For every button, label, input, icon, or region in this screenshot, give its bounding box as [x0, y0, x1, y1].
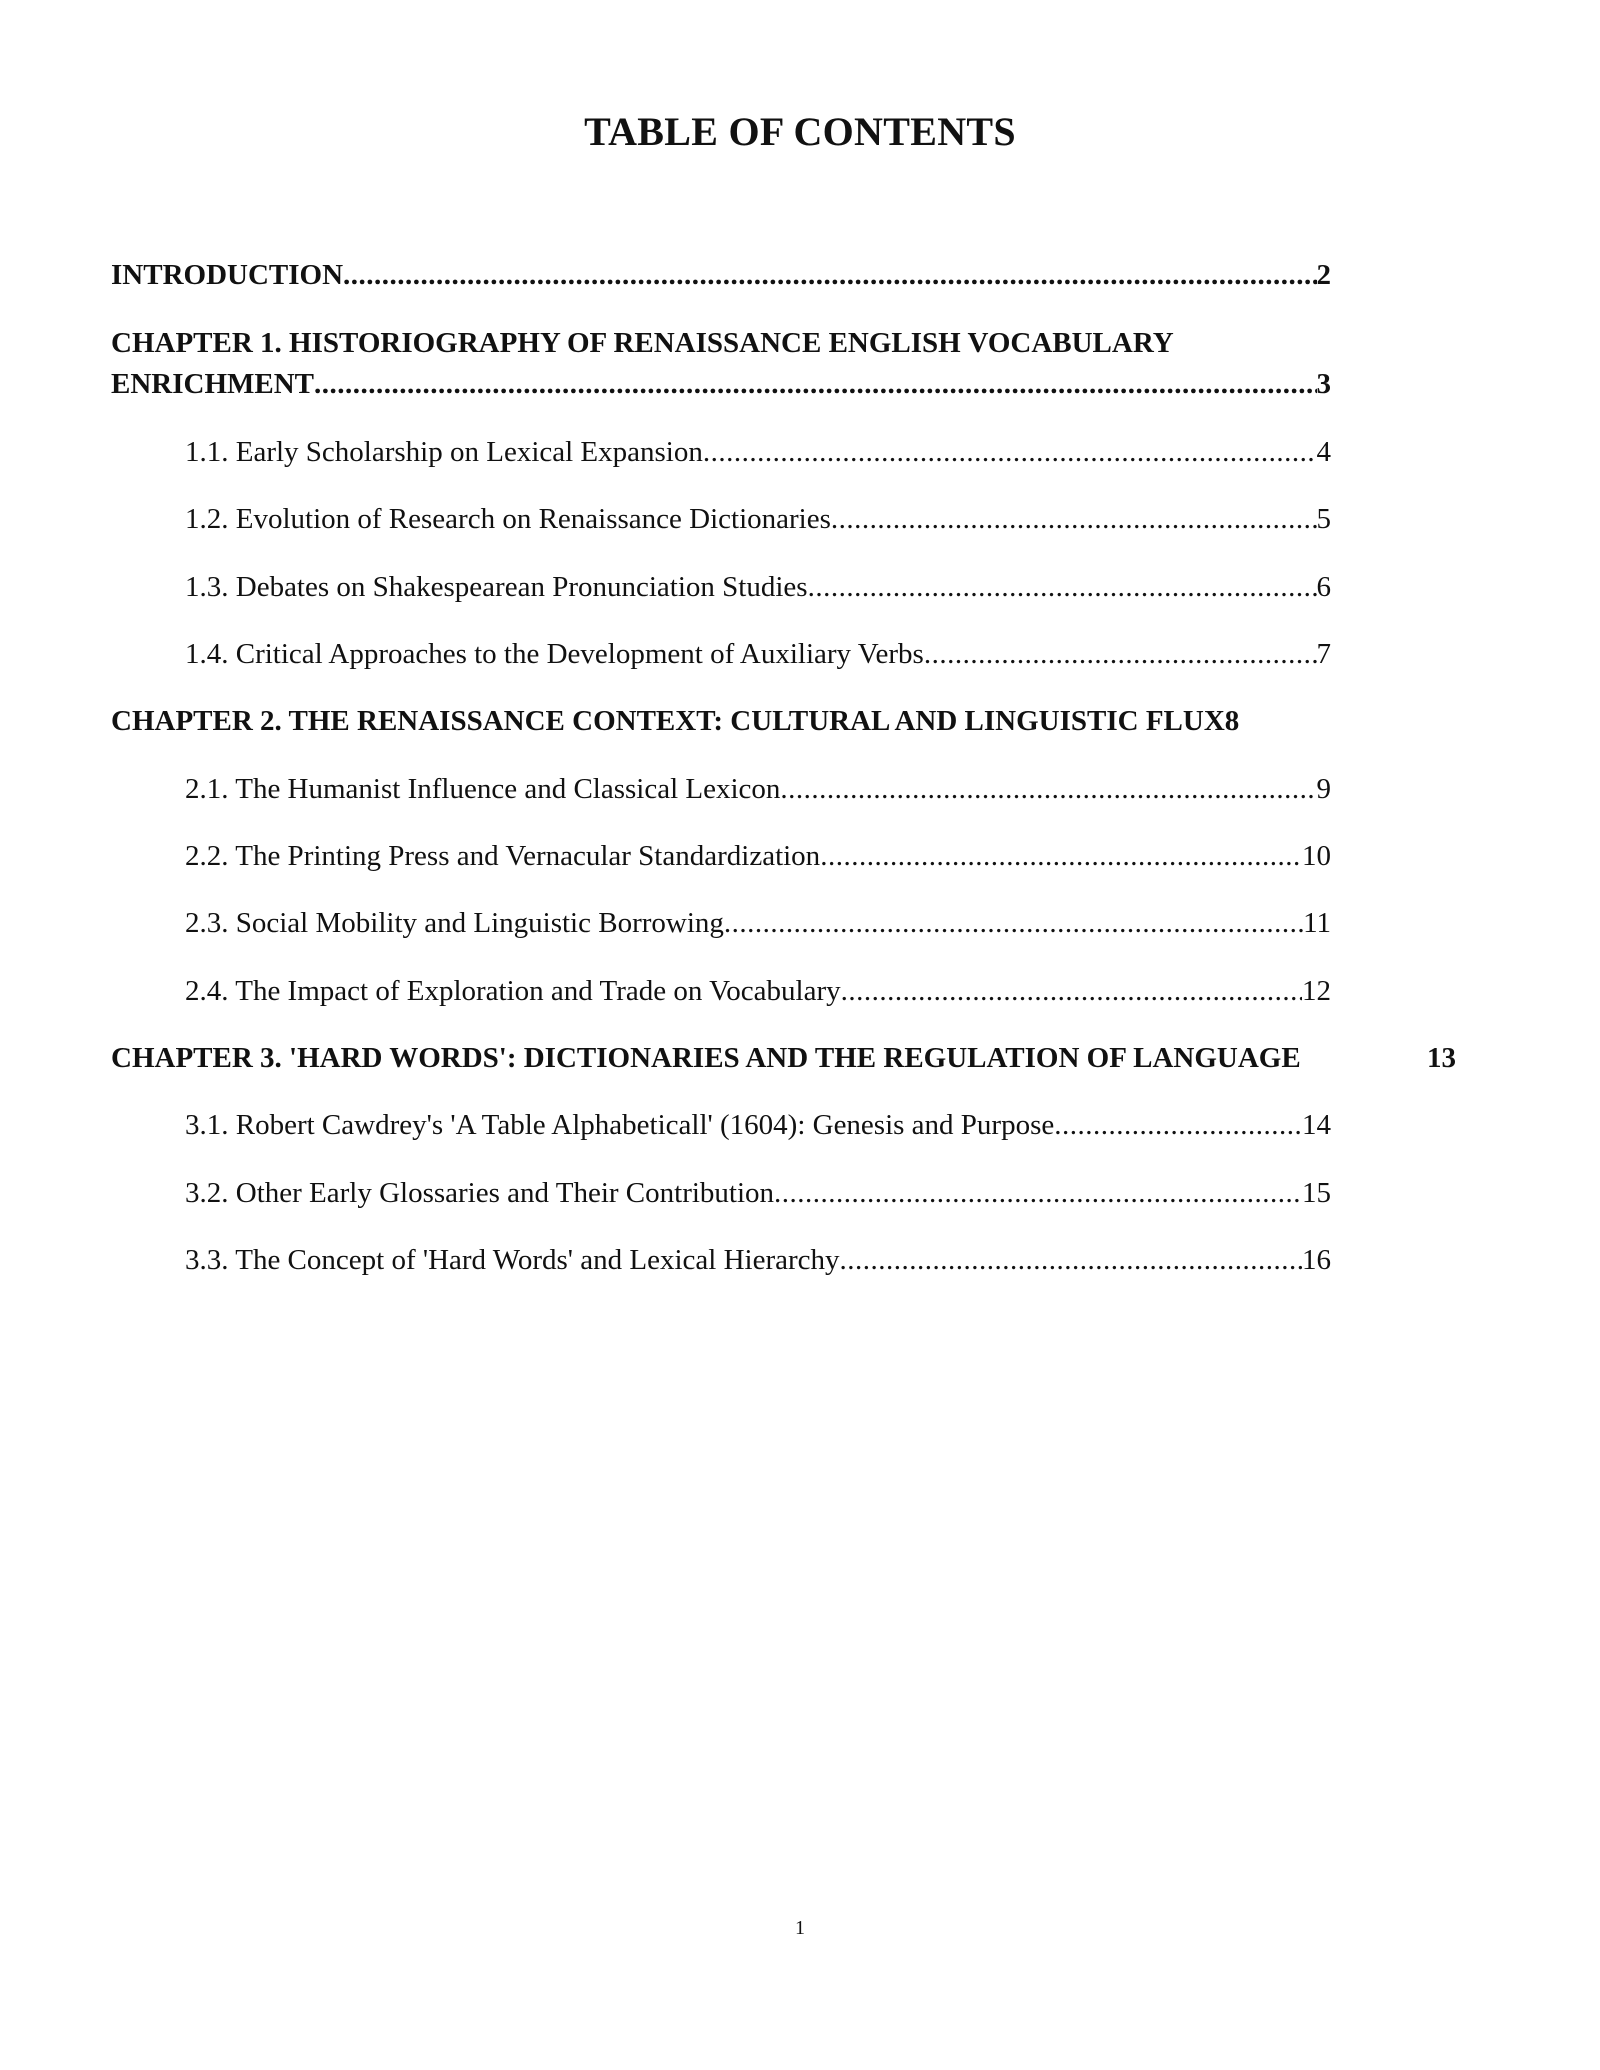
toc-entry-1-3[interactable] [185, 570, 1331, 604]
toc-entry-3-1[interactable] [185, 1108, 1331, 1142]
toc-entry-1-2[interactable] [185, 502, 1331, 536]
toc-entry-page: 14 [1302, 1109, 1331, 1141]
toc-entry-label: 1.1. Early Scholarship on Lexical Expansion [185, 436, 703, 468]
toc-entry-label: 1.4. Critical Approaches to the Development of Auxiliary Verbs [185, 638, 924, 670]
toc-entry-page: 11 [1303, 907, 1331, 939]
toc-entry-label: 1.3. Debates on Shakespearean Pronunciation Studies [185, 571, 808, 603]
toc-entry-page: 12 [1302, 975, 1331, 1007]
toc-entry-page: 16 [1302, 1244, 1331, 1276]
toc-entry-2-3[interactable] [185, 906, 1331, 940]
toc-entry-3-2[interactable] [185, 1176, 1331, 1210]
page-title: TABLE OF CONTENTS [584, 109, 1016, 154]
toc-entry-chapter-2[interactable] [111, 704, 1371, 738]
toc-entry-page: 2 [1316, 259, 1331, 291]
toc-entry-label: 2.2. The Printing Press and Vernacular Standardization [185, 840, 821, 872]
toc-entry-label: INTRODUCTION [111, 259, 344, 291]
toc-entry-page: 3 [1316, 368, 1331, 400]
toc-entry-introduction[interactable] [111, 258, 1331, 292]
page-number: 1 [795, 1917, 805, 1939]
toc-entry-label: CHAPTER 2. THE RENAISSANCE CONTEXT: CULTURAL AND LINGUISTIC FLUX [111, 705, 1225, 737]
toc-entry-page: 7 [1316, 638, 1331, 670]
toc-entry-page: 15 [1302, 1177, 1331, 1209]
toc-entry-3-3[interactable] [185, 1243, 1331, 1277]
toc-entry-page: 6 [1316, 571, 1331, 603]
dot-leader [314, 367, 1316, 401]
toc-entry-label: 1.2. Evolution of Research on Renaissance Dictionaries [185, 503, 831, 535]
toc-entry-label: 2.3. Social Mobility and Linguistic Borrowing [185, 907, 724, 939]
toc-entry-page: 9 [1316, 773, 1331, 805]
dot-leader [831, 502, 1317, 536]
toc-entry-1-4[interactable] [185, 637, 1331, 671]
dot-leader [774, 1176, 1302, 1210]
toc-entry-label: 3.1. Robert Cawdrey's 'A Table Alphabeticall' (1604): Genesis and Purpose [185, 1109, 1055, 1141]
toc-entry-label-line1: CHAPTER 1. HISTORIOGRAPHY OF RENAISSANCE ENGLISH VOCABULARY [111, 327, 1174, 359]
toc-entry-label: CHAPTER 3. 'HARD WORDS': DICTIONARIES AND THE REGULATION OF LANGUAGE [111, 1042, 1301, 1074]
dot-leader [840, 1243, 1303, 1277]
dot-leader [808, 570, 1317, 604]
toc-entry-label: 2.1. The Humanist Influence and Classical Lexicon [185, 773, 781, 805]
toc-entry-page: 10 [1302, 840, 1331, 872]
toc-entry-page: 4 [1316, 436, 1331, 468]
toc-entry-label: 3.2. Other Early Glossaries and Their Contribution [185, 1177, 775, 1209]
dot-leader [724, 906, 1303, 940]
toc-entry-page: 8 [1224, 705, 1240, 737]
toc-entry-2-1[interactable] [185, 772, 1331, 806]
toc-entry-1-1[interactable] [185, 435, 1331, 469]
dot-leader [841, 974, 1302, 1008]
dot-leader [924, 637, 1317, 671]
dot-leader [780, 772, 1316, 806]
toc-entry-label: ENRICHMENT [111, 368, 315, 400]
toc-entry-2-2[interactable] [185, 839, 1331, 873]
toc-entry-page: 5 [1316, 503, 1331, 535]
toc-entry-page: 13 [1427, 1042, 1456, 1074]
toc-entry-label: 3.3. The Concept of 'Hard Words' and Lexical Hierarchy [185, 1244, 840, 1276]
toc-entry-2-4[interactable] [185, 974, 1331, 1008]
toc-entry-chapter-3[interactable] [111, 1041, 1511, 1075]
dot-leader [343, 258, 1316, 292]
toc-entry-chapter-1[interactable] [111, 326, 1331, 401]
dot-leader [703, 435, 1317, 469]
dot-leader [1054, 1108, 1302, 1142]
toc-entry-label: 2.4. The Impact of Exploration and Trade on Vocabulary [185, 975, 841, 1007]
dot-leader [820, 839, 1302, 873]
